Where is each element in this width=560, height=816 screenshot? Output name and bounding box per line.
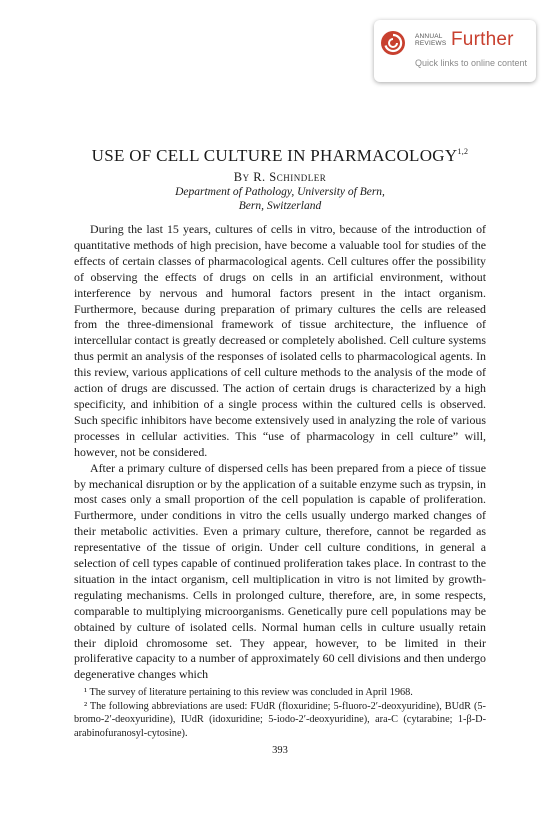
article-affiliation: Department of Pathology, University of Bern, Bern, Switzerland [175, 186, 385, 212]
annual-reviews-logo-icon [381, 31, 405, 55]
article-author: By R. Schindler [233, 170, 327, 184]
page-number: 393 [272, 745, 288, 756]
further-title: Further [451, 29, 514, 50]
paragraph: During the last 15 years, cultures of cells in vitro, because of the introduction of quantitative methods of high precision, have become a valuable tool for studies of the effects of certain classes of pharmacological agents. Cell cultures offer the possibility of observing the effects of drugs on cells in an artificial environment, without interference by nervous and humoral factors present in the intact organism. Furthermore, because during preparation of primary cultures the cells are released from the three-dimensional framework of tissue architecture, the influence of intercellular contact is greatly decreased or completely abolished. Cell culture systems thus permit an analysis of the responses of isolated cells to pharmacological agents. In this review, various applications of cell culture methods to the analysis of the mode of action of drugs are discussed. The action of certain drugs is characterized by a high specificity, and inhibition of a single process within the cultured cells is observed. Such specific inhibitors have become extensively used in analyzing the role of various processes in cellular activities. This “use of pharmacology in cell culture” will, however, not be considered. [74, 222, 486, 459]
paragraph: After a primary culture of dispersed cells has been prepared from a piece of tissue by mechanical disruption or by the application of a suitable enzyme such as trypsin, in most cases only a small proportion of the cell population is capable of proliferation. Furthermore, under conditions in vitro the cells usually undergo marked changes of their metabolic activities. Even a primary culture, therefore, cannot be regarded as representative of the tissue of origin. Under cell culture conditions, in general a selection of cell types capable of continued proliferation takes place. In contrast to the situation in the intact organism, cell multiplication in vitro is not limited by growth-regulating mechanisms. Cells in prolonged culture, therefore, are, in some respects, comparable to multiplying microorganisms. Genetically pure cell populations may be obtained by culture of isolated cells. Normal human cells in culture usually retain their diploid chromosome set. They appear, however, to be limited in their proliferative capacity to a number of approximately 60 cell divisions and then undergo degenerative changes which [74, 460, 486, 682]
further-subtitle: Quick links to online content [415, 58, 528, 68]
footnote: ² The following abbreviations are used: FUdR (floxuridine; 5-fluoro-2′-deoxyuridine), BUdR (5-bromo-2′-deoxyuridine), IUdR (idoxuridine; 5-iodo-2′-deoxyuridine), ara-C (cytarabine; 1-β-D-arabinofuranosyl-cytosine). [74, 700, 486, 739]
annual-reviews-wordmark: ANNUAL REVIEWS [415, 33, 447, 47]
footnote: ¹ The survey of literature pertaining to this review was concluded in April 1968. [84, 687, 413, 698]
article-title: USE OF CELL CULTURE IN PHARMACOLOGY$^{1,2}$ [91, 146, 469, 165]
further-link-banner[interactable] [374, 20, 536, 82]
footnotes [74, 686, 486, 740]
title-footnote-refs: 1,2 [457, 147, 469, 156]
article-body [74, 222, 486, 683]
